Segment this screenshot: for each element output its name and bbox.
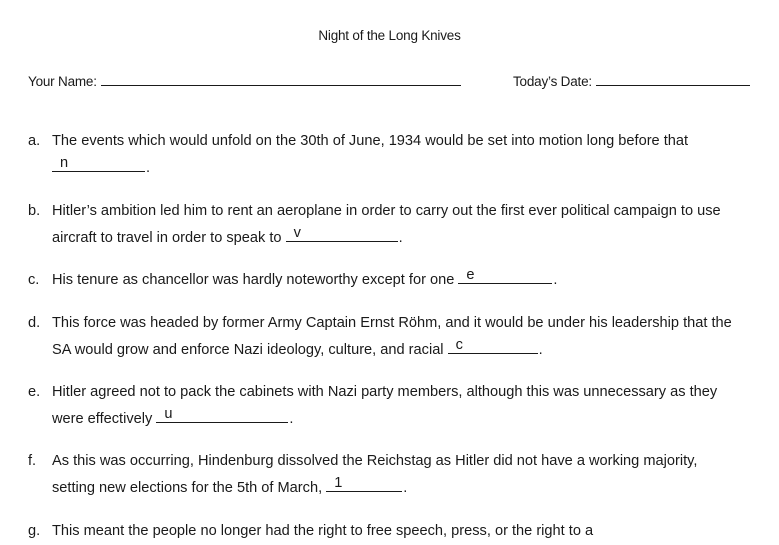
question-text [52,379,752,433]
question-answer-line [52,225,752,252]
answer-blank[interactable] [448,337,538,354]
question-text [52,267,752,294]
question-text [52,198,752,252]
answer-blank[interactable] [458,267,552,284]
question-letter: b. [28,203,41,219]
answer-hint: n [60,155,69,171]
answer-hint: v [293,225,301,241]
question-line: Hitler’s ambition led him to rent an aeroplane in order to carry out the first ever political campaign to use [52,203,721,219]
answer-suffix: . [538,342,543,358]
answer-suffix: . [398,230,403,246]
answer-blank[interactable] [286,225,398,242]
answer-suffix: . [403,480,408,496]
question-letter: d. [28,315,41,331]
question-letter: a. [28,133,41,149]
question-text [52,518,752,545]
question-line: The events which would unfold on the 30th of June, 1934 would be set into motion long before that [52,133,689,149]
question-line: Hitler agreed not to pack the cabinets with Nazi party members, although this was unnecessary as they [52,384,718,400]
answer-blank[interactable] [52,155,145,172]
answer-prefix: were effectively [52,411,157,427]
answer-prefix: SA would grow and enforce Nazi ideology, culture, and racial [52,342,448,358]
answer-blank[interactable] [326,475,402,492]
answer-prefix: His tenure as chancellor was hardly noteworthy except for one [52,272,459,288]
answer-hint: e [466,267,475,283]
answer-suffix: . [553,272,558,288]
question-line: This force was headed by former Army Captain Ernst Röhm, and it would be under his leadership that the [52,315,732,331]
question-answer-line [52,406,752,433]
question-answer-line [52,155,752,182]
answer-blank[interactable] [156,406,288,423]
answer-prefix: aircraft to travel in order to speak to [52,230,286,246]
question-letter: f. [28,453,37,469]
answer-hint: c [455,337,463,353]
answer-prefix: setting new elections for the 5th of March, [52,480,327,496]
question-text [52,310,752,364]
name-input-line[interactable] [101,71,461,86]
question-line: As this was occurring, Hindenburg dissolved the Reichstag as Hitler did not have a working majority, [52,453,698,469]
question-answer-line [52,267,752,294]
date-field-row [513,71,750,89]
question-line: This meant the people no longer had the right to free speech, press, or the right to a [52,523,594,539]
question-letter: c. [28,272,40,288]
date-input-line[interactable] [596,71,750,86]
answer-hint: 1 [334,475,343,491]
question-letter: e. [28,384,41,400]
question-answer-line [52,337,752,364]
answer-hint: u [164,406,173,422]
question-text [52,448,752,502]
question-answer-line [52,475,752,502]
worksheet-title: Night of the Long Knives [318,28,461,43]
answer-suffix: . [146,160,151,176]
question-text [52,128,752,182]
question-letter: g. [28,523,41,539]
date-label: Today’s Date: [513,74,592,89]
name-field-row [28,71,461,89]
name-label: Your Name: [28,74,97,89]
answer-suffix: . [289,411,294,427]
